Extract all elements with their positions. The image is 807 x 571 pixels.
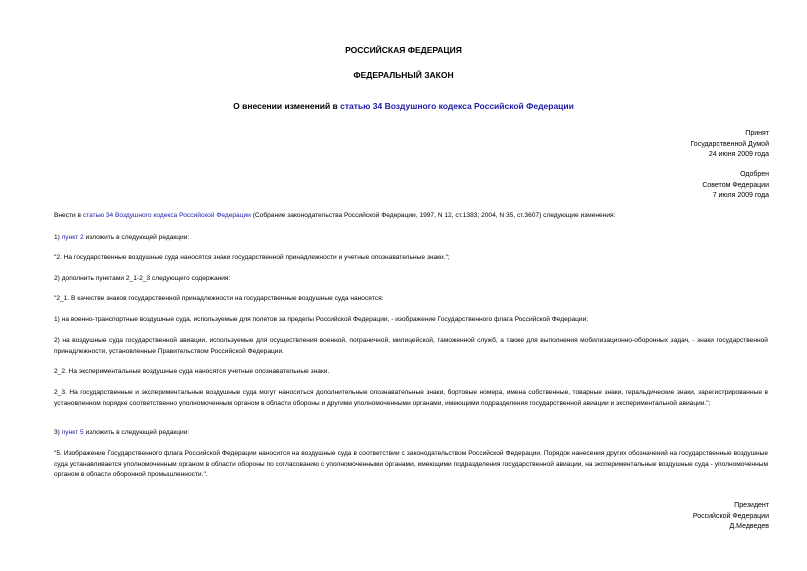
point-2-1: "2_1. В качестве знаков государственной принадлежности на государственные воздушные суда наносятся: <box>54 295 384 302</box>
item-3 <box>54 428 768 439</box>
approval-line-3: 7 июля 2009 года <box>712 192 769 199</box>
item-1-prefix: 1) <box>54 234 62 241</box>
adoption-line-2: Государственной Думой <box>690 140 769 148</box>
document-type-heading: ФЕДЕРАЛЬНЫЙ ЗАКОН <box>353 70 454 80</box>
item-2: 2) дополнить пунктами 2_1-2_3 следующего содержания: <box>54 275 231 282</box>
item-3-link[interactable]: пункт 5 <box>61 429 84 436</box>
signature-line-2: Российской Федерации <box>692 512 769 520</box>
law-title-prefix: О внесении изменений в <box>233 101 341 111</box>
approval-line-2: Советом Федерации <box>702 181 769 189</box>
item-1-suffix: изложить в следующей редакции: <box>83 234 190 241</box>
signature-line-3: Д.Медведев <box>729 523 769 530</box>
point-2-1-sub-1: 1) на военно-транспортные воздушные суда, используемые для полетов за пределы Российской Федерации, - изображение Государственного флага Российской Федерации; <box>54 316 589 323</box>
quote-point-2: "2. На государственные воздушные суда наносятся знаки государственной принадлежности и учетные опознавательные знаки."; <box>54 254 450 261</box>
signature-block <box>693 501 769 533</box>
approval-block <box>702 170 769 202</box>
item-1 <box>54 233 768 244</box>
item-1-link[interactable]: пункт 2 <box>61 234 84 241</box>
point-2-3: 2_3. На государственные и экспериментальные воздушные суда могут наноситься дополнительные опознавательные знаки, бортовые номера, имена собственные, товарные знаки, геральдические знаки, зарегистрированные в установленном порядке соответственно уполномоченным органом в области обороны и другими уполномоченными органами, имеющими подразделения государственной авиации и экспериментальной авиации."; <box>54 389 768 407</box>
point-2-1-sub-2: 2) на воздушные суда государственной авиации, используемые для осуществления военной, пограничной, милицейской, таможенной служб, а также для выполнения мобилизационно-оборонных задач, - знаки государственной принадлежности, установленные Правительством Российской Федерации. <box>54 337 768 355</box>
country-heading: РОССИЙСКАЯ ФЕДЕРАЦИЯ <box>345 45 462 55</box>
law-title <box>0 101 807 111</box>
adoption-block <box>690 129 769 161</box>
quote-point-5: "5. Изображение Государственного флага Российской Федерации наносится на воздушные суда в соответствии с законодательством Российской Федерации. Порядок нанесения других обозначений на государственные воздушные суда устанавливается уполномоченным органом в области обороны по согласованию с уполномоченными органами, имеющими подразделения государственной авиации, на экспериментальные воздушные суда - уполномоченным органом в области оборонной промышленности.". <box>54 450 768 478</box>
adoption-line-3: 24 июня 2009 года <box>708 151 769 158</box>
signature-line-1: Президент <box>734 502 769 509</box>
adoption-line-1: Принят <box>745 130 769 137</box>
item-3-prefix: 3) <box>54 429 62 436</box>
point-2-2: 2_2. На экспериментальные воздушные суда наносятся учетные опознавательные знаки. <box>54 368 330 375</box>
intro-suffix: (Собрание законодательства Российской Федерации, 1997, N 12, ст.1383; 2004, N 35, ст.3607) следующие изменения: <box>250 212 616 219</box>
intro-paragraph <box>54 211 768 222</box>
intro-link[interactable]: статью 34 Воздушного кодекса Российской Федерации <box>82 212 251 219</box>
law-title-link[interactable]: статью 34 Воздушного кодекса Российской Федерации <box>340 101 574 111</box>
approval-line-1: Одобрен <box>740 171 769 178</box>
item-3-suffix: изложить в следующей редакции: <box>83 429 190 436</box>
intro-prefix: Внести в <box>54 212 83 219</box>
